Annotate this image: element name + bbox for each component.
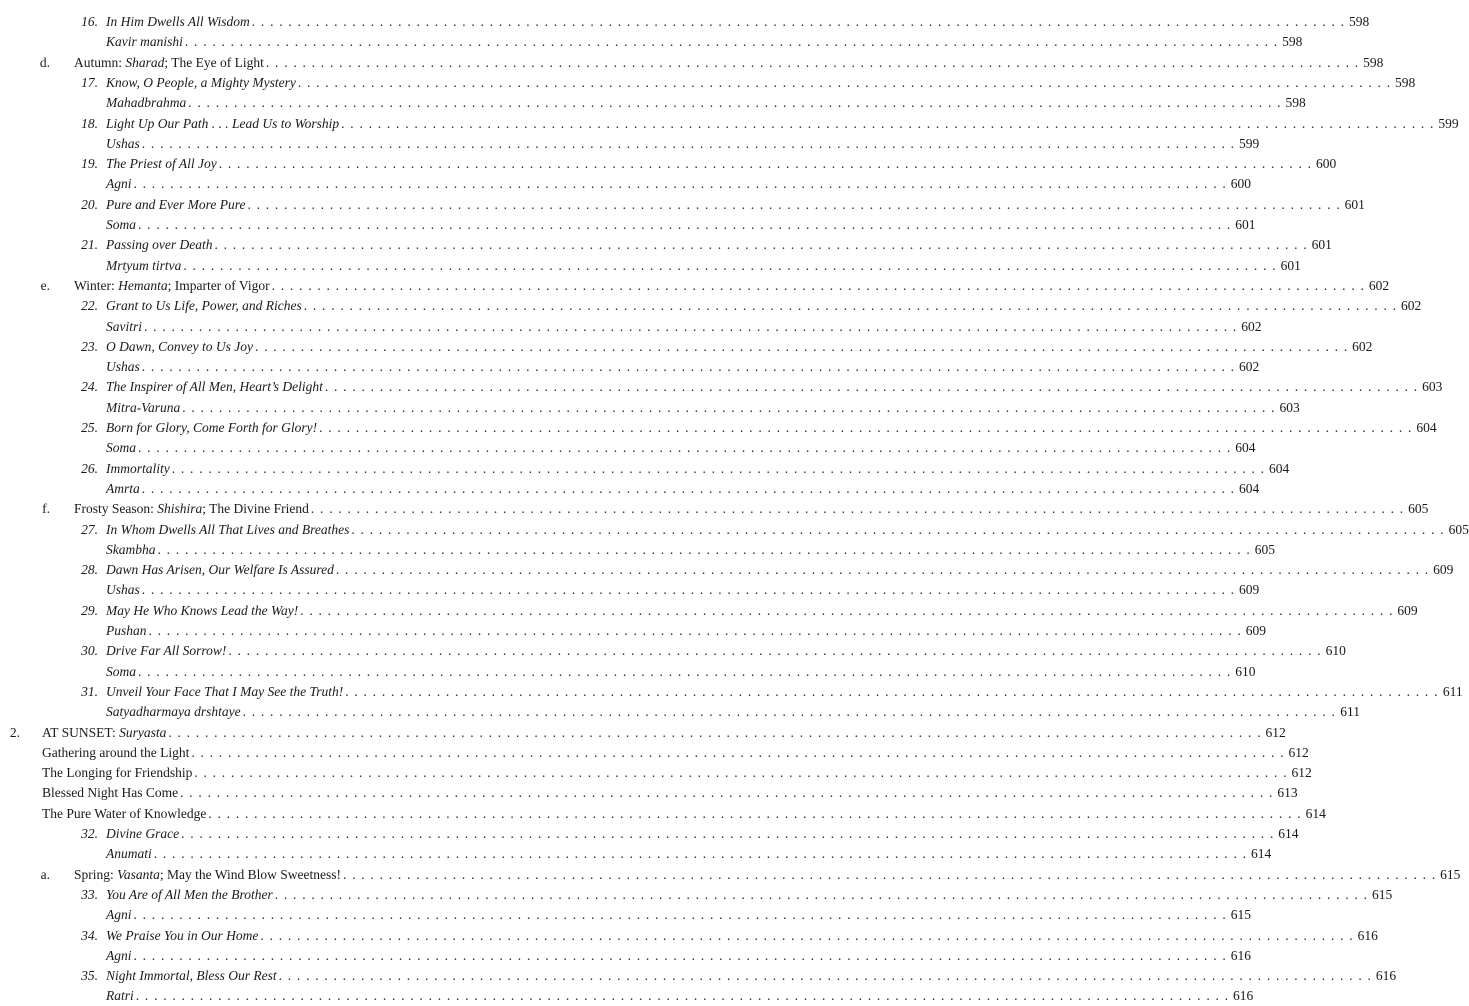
entry-number: 28. <box>81 562 98 578</box>
toc-entry <box>0 235 1332 255</box>
page-number: 610 <box>1325 643 1346 659</box>
entry-number: 34. <box>81 927 98 943</box>
dot-leader: . . . . . . . . . . . . . . . . . . . . . . . . . . . . . . . . . . . . . . . . . . . . . . . . . . . . . . . . . . . . . . . . . . . . . . . . . . . . . . . . . . . . . . . . . . . . . . . . . . . . . . . . . . . . . . . . . . . . . . . . <box>218 156 1313 172</box>
entry-number: 35. <box>81 968 98 984</box>
dot-leader: . . . . . . . . . . . . . . . . . . . . . . . . . . . . . . . . . . . . . . . . . . . . . . . . . . . . . . . . . . . . . . . . . . . . . . . . . . . . . . . . . . . . . . . . . . . . . . . . . . . . . . . . . . . . . . . . . . . . . . . . <box>133 907 1227 923</box>
page-number: 616 <box>1232 988 1254 1004</box>
dot-leader: . . . . . . . . . . . . . . . . . . . . . . . . . . . . . . . . . . . . . . . . . . . . . . . . . . . . . . . . . . . . . . . . . . . . . . . . . . . . . . . . . . . . . . . . . . . . . . . . . . . . . . . . . . . . . . . . . . . . . . . . <box>335 562 1430 578</box>
dot-leader: . . . . . . . . . . . . . . . . . . . . . . . . . . . . . . . . . . . . . . . . . . . . . . . . . . . . . . . . . . . . . . . . . . . . . . . . . . . . . . . . . . . . . . . . . . . . . . . . . . . . . . . . . . . . . . . . . . . . . . . . <box>180 785 1274 801</box>
entry-number: 23. <box>81 338 98 354</box>
heading-sanskrit: Vasanta <box>117 866 160 882</box>
dot-leader: . . . . . . . . . . . . . . . . . . . . . . . . . . . . . . . . . . . . . . . . . . . . . . . . . . . . . . . . . . . . . . . . . . . . . . . . . . . . . . . . . . . . . . . . . . . . . . . . . . . . . . . . . . . . . . . . . . . . . . . . <box>157 541 1251 557</box>
dot-leader: . . . . . . . . . . . . . . . . . . . . . . . . . . . . . . . . . . . . . . . . . . . . . . . . . . . . . . . . . . . . . . . . . . . . . . . . . . . . . . . . . . . . . . . . . . . . . . . . . . . . . . . . . . . . . . . . . . . . . . . . <box>310 501 1405 517</box>
deity-name: Mitra-Varuna <box>106 399 181 415</box>
toc-entry <box>0 154 1337 174</box>
page-number: 612 <box>1265 724 1286 740</box>
deity-name: Soma <box>106 217 136 232</box>
toc-entry <box>0 804 1326 824</box>
toc-entry <box>0 276 1390 296</box>
hymn-title: O Dawn, Convey to Us Joy <box>106 338 253 354</box>
dot-leader: . . . . . . . . . . . . . . . . . . . . . . . . . . . . . . . . . . . . . . . . . . . . . . . . . . . . . . . . . . . . . . . . . . . . . . . . . . . . . . . . . . . . . . . . . . . . . . . . . . . . . . . . . . . . . . . . . . . . . . . . <box>191 744 1285 760</box>
dot-leader: . . . . . . . . . . . . . . . . . . . . . . . . . . . . . . . . . . . . . . . . . . . . . . . . . . . . . . . . . . . . . . . . . . . . . . . . . . . . . . . . . . . . . . . . . . . . . . . . . . . . . . . . . . . . . . . . . . . . . . . . <box>278 968 1373 984</box>
page-number: 612 <box>1288 744 1309 760</box>
deity-name: Skambha <box>106 541 156 557</box>
hymn-title: We Praise You in Our Home <box>106 927 259 943</box>
season-heading <box>74 499 309 519</box>
dot-leader: . . . . . . . . . . . . . . . . . . . . . . . . . . . . . . . . . . . . . . . . . . . . . . . . . . . . . . . . . . . . . . . . . . . . . . . . . . . . . . . . . . . . . . . . . . . . . . . . . . . . . . . . . . . . . . . . . . . . . . . . <box>208 805 1302 821</box>
dot-leader: . . . . . . . . . . . . . . . . . . . . . . . . . . . . . . . . . . . . . . . . . . . . . . . . . . . . . . . . . . . . . . . . . . . . . . . . . . . . . . . . . . . . . . . . . . . . . . . . . . . . . . . . . . . . . . . . . . . . . . . . <box>141 135 1236 151</box>
hymn-title: Know, O People, a Mighty Mystery <box>106 74 296 90</box>
toc-entry <box>0 53 1384 73</box>
entry-number: 31. <box>81 683 98 699</box>
dot-leader: . . . . . . . . . . . . . . . . . . . . . . . . . . . . . . . . . . . . . . . . . . . . . . . . . . . . . . . . . . . . . . . . . . . . . . . . . . . . . . . . . . . . . . . . . . . . . . . . . . . . . . . . . . . . . . . . . . . . . . . . <box>251 14 1346 29</box>
page-number: 602 <box>1368 277 1390 293</box>
page-number: 598 <box>1348 14 1370 29</box>
page-number: 605 <box>1448 521 1469 537</box>
hymn-title: Immortality <box>106 460 170 476</box>
deity-name: Soma <box>106 663 136 679</box>
deity-name: Ushas <box>106 359 140 375</box>
toc-entry <box>0 601 1418 621</box>
page-number: 604 <box>1416 420 1437 435</box>
page-number: 614 <box>1305 805 1326 821</box>
hymn-title: The Inspirer of All Men, Heart’s Delight <box>106 379 323 395</box>
entry-number: 33. <box>81 886 98 902</box>
dot-leader: . . . . . . . . . . . . . . . . . . . . . . . . . . . . . . . . . . . . . . . . . . . . . . . . . . . . . . . . . . . . . . . . . . . . . . . . . . . . . . . . . . . . . . . . . . . . . . . . . . . . . . . . . . . . . . . . . . . . . . . . <box>141 582 1236 598</box>
entry-number: 19. <box>81 156 98 172</box>
dot-leader: . . . . . . . . . . . . . . . . . . . . . . . . . . . . . . . . . . . . . . . . . . . . . . . . . . . . . . . . . . . . . . . . . . . . . . . . . . . . . . . . . . . . . . . . . . . . . . . . . . . . . . . . . . . . . . . . . . . . . . . . <box>138 663 1232 679</box>
toc-entry <box>0 520 1469 540</box>
deity-name: Mahadbrahma <box>106 95 187 111</box>
dot-leader: . . . . . . . . . . . . . . . . . . . . . . . . . . . . . . . . . . . . . . . . . . . . . . . . . . . . . . . . . . . . . . . . . . . . . . . . . . . . . . . . . . . . . . . . . . . . . . . . . . . . . . . . . . . . . . . . . . . . . . . . <box>303 298 1398 314</box>
section-marker: d. <box>39 54 50 70</box>
hymn-title: In Whom Dwells All That Lives and Breathes <box>106 521 350 537</box>
deity-name: Ushas <box>106 582 140 598</box>
deity-name: Ratri <box>106 988 134 1004</box>
page-number: 616 <box>1357 927 1378 943</box>
heading-tail: ; The Eye of Light <box>164 54 264 70</box>
toc-entry <box>0 398 1300 418</box>
toc-entry <box>0 662 1256 682</box>
section-marker: 2. <box>9 724 20 740</box>
page-number: 605 <box>1254 541 1275 557</box>
dot-leader: . . . . . . . . . . . . . . . . . . . . . . . . . . . . . . . . . . . . . . . . . . . . . . . . . . . . . . . . . . . . . . . . . . . . . . . . . . . . . . . . . . . . . . . . . . . . . . . . . . . . . . . . . . . . . . . . . . . . . . . . <box>194 765 1288 781</box>
dot-leader: . . . . . . . . . . . . . . . . . . . . . . . . . . . . . . . . . . . . . . . . . . . . . . . . . . . . . . . . . . . . . . . . . . . . . . . . . . . . . . . . . . . . . . . . . . . . . . . . . . . . . . . . . . . . . . . . . . . . . . . . <box>135 988 1230 1004</box>
dot-leader: . . . . . . . . . . . . . . . . . . . . . . . . . . . . . . . . . . . . . . . . . . . . . . . . . . . . . . . . . . . . . . . . . . . . . . . . . . . . . . . . . . . . . . . . . . . . . . . . . . . . . . . . . . . . . . . . . . . . . . . . <box>271 277 1366 293</box>
page-number: 611 <box>1340 704 1361 720</box>
season-heading <box>74 276 270 296</box>
toc-entry <box>0 438 1256 458</box>
toc-entry <box>0 783 1298 803</box>
deity-name: Amrta <box>106 480 140 496</box>
toc-entry <box>0 215 1256 235</box>
entry-number: 32. <box>81 826 98 841</box>
section-title: The Pure Water of Knowledge <box>42 805 207 821</box>
toc-entry <box>0 986 1254 1006</box>
page-number: 599 <box>1238 135 1260 151</box>
dot-leader: . . . . . . . . . . . . . . . . . . . . . . . . . . . . . . . . . . . . . . . . . . . . . . . . . . . . . . . . . . . . . . . . . . . . . . . . . . . . . . . . . . . . . . . . . . . . . . . . . . . . . . . . . . . . . . . . . . . . . . . . <box>228 643 1322 659</box>
toc-entry <box>0 12 1370 32</box>
dot-leader: . . . . . . . . . . . . . . . . . . . . . . . . . . . . . . . . . . . . . . . . . . . . . . . . . . . . . . . . . . . . . . . . . . . . . . . . . . . . . . . . . . . . . . . . . . . . . . . . . . . . . . . . . . . . . . . . . . . . . . . . <box>171 460 1266 476</box>
page-number: 601 <box>1344 196 1365 212</box>
dot-leader: . . . . . . . . . . . . . . . . . . . . . . . . . . . . . . . . . . . . . . . . . . . . . . . . . . . . . . . . . . . . . . . . . . . . . . . . . . . . . . . . . . . . . . . . . . . . . . . . . . . . . . . . . . . . . . . . . . . . . . . . <box>260 927 1354 943</box>
deity-name: Mrtyum tirtva <box>106 257 182 273</box>
dot-leader: . . . . . . . . . . . . . . . . . . . . . . . . . . . . . . . . . . . . . . . . . . . . . . . . . . . . . . . . . . . . . . . . . . . . . . . . . . . . . . . . . . . . . . . . . . . . . . . . . . . . . . . . . . . . . . . . . . . . . . . . <box>341 115 1435 131</box>
toc-entry <box>0 905 1251 925</box>
toc-entry <box>0 946 1251 966</box>
page-number: 612 <box>1291 765 1312 781</box>
deity-name: Satyadharmaya drshtaye <box>106 704 241 720</box>
hymn-title: Drive Far All Sorrow! <box>106 643 227 659</box>
entry-number: 26. <box>81 460 98 476</box>
dot-leader: . . . . . . . . . . . . . . . . . . . . . . . . . . . . . . . . . . . . . . . . . . . . . . . . . . . . . . . . . . . . . . . . . . . . . . . . . . . . . . . . . . . . . . . . . . . . . . . . . . . . . . . . . . . . . . . . . . . . . . . . <box>133 947 1227 963</box>
page-number: 601 <box>1235 217 1256 232</box>
deity-name: Soma <box>106 440 136 456</box>
hymn-title: Grant to Us Life, Power, and Riches <box>106 298 302 314</box>
dot-leader: . . . . . . . . . . . . . . . . . . . . . . . . . . . . . . . . . . . . . . . . . . . . . . . . . . . . . . . . . . . . . . . . . . . . . . . . . . . . . . . . . . . . . . . . . . . . . . . . . . . . . . . . . . . . . . . . . . . . . . . . <box>153 846 1248 862</box>
hymn-title: Unveil Your Face That I May See the Truth! <box>106 683 344 699</box>
toc-entry <box>0 418 1437 438</box>
dot-leader: . . . . . . . . . . . . . . . . . . . . . . . . . . . . . . . . . . . . . . . . . . . . . . . . . . . . . . . . . . . . . . . . . . . . . . . . . . . . . . . . . . . . . . . . . . . . . . . . . . . . . . . . . . . . . . . . . . . . . . . . <box>242 704 1337 720</box>
page-number: 602 <box>1241 318 1262 334</box>
dot-leader: . . . . . . . . . . . . . . . . . . . . . . . . . . . . . . . . . . . . . . . . . . . . . . . . . . . . . . . . . . . . . . . . . . . . . . . . . . . . . . . . . . . . . . . . . . . . . . . . . . . . . . . . . . . . . . . . . . . . . . . . <box>168 724 1262 740</box>
toc-entry <box>0 337 1373 357</box>
heading-lead: AT SUNSET: <box>42 724 120 740</box>
dot-leader: . . . . . . . . . . . . . . . . . . . . . . . . . . . . . . . . . . . . . . . . . . . . . . . . . . . . . . . . . . . . . . . . . . . . . . . . . . . . . . . . . . . . . . . . . . . . . . . . . . . . . . . . . . . . . . . . . . . . . . . . <box>184 34 1279 50</box>
heading-sanskrit: Shishira <box>157 501 203 517</box>
page-number: 602 <box>1352 338 1373 354</box>
toc-entry <box>0 560 1454 580</box>
heading-lead: Winter: <box>74 277 119 293</box>
entry-number: 25. <box>81 420 98 435</box>
section-marker: e. <box>40 277 50 293</box>
page-number: 614 <box>1250 846 1272 862</box>
dot-leader: . . . . . . . . . . . . . . . . . . . . . . . . . . . . . . . . . . . . . . . . . . . . . . . . . . . . . . . . . . . . . . . . . . . . . . . . . . . . . . . . . . . . . . . . . . . . . . . . . . . . . . . . . . . . . . . . . . . . . . . . <box>138 440 1232 456</box>
entry-number: 30. <box>81 643 98 659</box>
deity-name: Anumati <box>106 846 152 862</box>
hymn-title: In Him Dwells All Wisdom <box>106 14 250 29</box>
toc-entry <box>0 743 1309 763</box>
heading-lead: Autumn: <box>74 54 126 70</box>
entry-number: 27. <box>81 521 98 537</box>
toc-entry <box>0 540 1275 560</box>
toc-entry <box>0 824 1299 844</box>
entry-number: 29. <box>81 602 98 618</box>
hymn-title: Night Immortal, Bless Our Rest <box>106 968 277 984</box>
deity-name: Agni <box>106 176 132 192</box>
hymn-title: Born for Glory, Come Forth for Glory! <box>106 420 318 435</box>
section-title: Gathering around the Light <box>42 744 190 760</box>
page-number: 604 <box>1235 440 1256 456</box>
toc-entry <box>0 134 1260 154</box>
dot-leader: . . . . . . . . . . . . . . . . . . . . . . . . . . . . . . . . . . . . . . . . . . . . . . . . . . . . . . . . . . . . . . . . . . . . . . . . . . . . . . . . . . . . . . . . . . . . . . . . . . . . . . . . . . . . . . . . . . . . . . . . <box>182 399 1276 415</box>
section-marker: f. <box>42 501 50 517</box>
heading-sanskrit: Sharad <box>125 54 165 70</box>
page-number: 610 <box>1235 663 1256 679</box>
hymn-title: Light Up Our Path . . . Lead Us to Worship <box>106 115 340 131</box>
toc-entry <box>0 296 1422 316</box>
page-number: 598 <box>1395 74 1416 90</box>
hymn-title: Dawn Has Arisen, Our Welfare Is Assured <box>106 562 334 578</box>
toc-entry <box>0 641 1346 661</box>
deity-name: Kavir manishi <box>106 34 183 50</box>
page-number: 602 <box>1238 359 1260 375</box>
toc-entry <box>0 702 1361 722</box>
page-number: 611 <box>1442 683 1463 699</box>
page-number: 609 <box>1433 562 1454 578</box>
page-number: 601 <box>1311 237 1332 253</box>
page-number: 609 <box>1238 582 1260 598</box>
page-number: 614 <box>1278 826 1299 841</box>
dot-leader: . . . . . . . . . . . . . . . . . . . . . . . . . . . . . . . . . . . . . . . . . . . . . . . . . . . . . . . . . . . . . . . . . . . . . . . . . . . . . . . . . . . . . . . . . . . . . . . . . . . . . . . . . . . . . . . . . . . . . . . . <box>300 602 1394 618</box>
heading-tail: ; May the Wind Blow Sweetness! <box>159 866 341 882</box>
page-number: 601 <box>1280 257 1301 273</box>
page-number: 604 <box>1268 460 1290 476</box>
hymn-title: Pure and Ever More Pure <box>106 196 246 212</box>
toc-entry <box>0 926 1378 946</box>
dot-leader: . . . . . . . . . . . . . . . . . . . . . . . . . . . . . . . . . . . . . . . . . . . . . . . . . . . . . . . . . . . . . . . . . . . . . . . . . . . . . . . . . . . . . . . . . . . . . . . . . . . . . . . . . . . . . . . . . . . . . . . . <box>265 54 1360 70</box>
deity-name: Savitri <box>106 318 142 334</box>
dot-leader: . . . . . . . . . . . . . . . . . . . . . . . . . . . . . . . . . . . . . . . . . . . . . . . . . . . . . . . . . . . . . . . . . . . . . . . . . . . . . . . . . . . . . . . . . . . . . . . . . . . . . . . . . . . . . . . . . . . . . . . . <box>141 480 1236 496</box>
deity-name: Pushan <box>106 623 147 638</box>
dot-leader: . . . . . . . . . . . . . . . . . . . . . . . . . . . . . . . . . . . . . . . . . . . . . . . . . . . . . . . . . . . . . . . . . . . . . . . . . . . . . . . . . . . . . . . . . . . . . . . . . . . . . . . . . . . . . . . . . . . . . . . . <box>183 257 1277 273</box>
toc-entry <box>0 723 1286 743</box>
page-number: 616 <box>1375 968 1397 984</box>
page-number: 598 <box>1285 95 1306 111</box>
page-number: 605 <box>1408 501 1429 517</box>
dot-leader: . . . . . . . . . . . . . . . . . . . . . . . . . . . . . . . . . . . . . . . . . . . . . . . . . . . . . . . . . . . . . . . . . . . . . . . . . . . . . . . . . . . . . . . . . . . . . . . . . . . . . . . . . . . . . . . . . . . . . . . . <box>324 379 1419 395</box>
dot-leader: . . . . . . . . . . . . . . . . . . . . . . . . . . . . . . . . . . . . . . . . . . . . . . . . . . . . . . . . . . . . . . . . . . . . . . . . . . . . . . . . . . . . . . . . . . . . . . . . . . . . . . . . . . . . . . . . . . . . . . . . <box>138 217 1232 232</box>
dot-leader: . . . . . . . . . . . . . . . . . . . . . . . . . . . . . . . . . . . . . . . . . . . . . . . . . . . . . . . . . . . . . . . . . . . . . . . . . . . . . . . . . . . . . . . . . . . . . . . . . . . . . . . . . . . . . . . . . . . . . . . . <box>345 683 1439 699</box>
deity-name: Agni <box>106 947 132 963</box>
heading-sanskrit: Hemanta <box>118 277 168 293</box>
page-number: 599 <box>1438 115 1459 131</box>
toc-entry <box>0 865 1461 885</box>
toc-entry <box>0 844 1272 864</box>
entry-number: 18. <box>81 115 98 131</box>
page-number: 604 <box>1238 480 1260 496</box>
dot-leader: . . . . . . . . . . . . . . . . . . . . . . . . . . . . . . . . . . . . . . . . . . . . . . . . . . . . . . . . . . . . . . . . . . . . . . . . . . . . . . . . . . . . . . . . . . . . . . . . . . . . . . . . . . . . . . . . . . . . . . . . <box>181 826 1275 841</box>
section-title: The Longing for Friendship <box>42 765 193 781</box>
toc-entry <box>0 93 1306 113</box>
page-number: 600 <box>1230 176 1251 192</box>
heading-tail: ; Imparter of Vigor <box>167 277 270 293</box>
season-heading <box>74 53 264 73</box>
page-number: 615 <box>1371 886 1393 902</box>
dot-leader: . . . . . . . . . . . . . . . . . . . . . . . . . . . . . . . . . . . . . . . . . . . . . . . . . . . . . . . . . . . . . . . . . . . . . . . . . . . . . . . . . . . . . . . . . . . . . . . . . . . . . . . . . . . . . . . . . . . . . . . . <box>342 866 1437 882</box>
page-number: 609 <box>1397 602 1418 618</box>
heading-tail: ; The Divine Friend <box>202 501 309 517</box>
dot-leader: . . . . . . . . . . . . . . . . . . . . . . . . . . . . . . . . . . . . . . . . . . . . . . . . . . . . . . . . . . . . . . . . . . . . . . . . . . . . . . . . . . . . . . . . . . . . . . . . . . . . . . . . . . . . . . . . . . . . . . . . <box>141 359 1236 375</box>
toc-entry <box>0 580 1260 600</box>
hymn-title: May He Who Knows Lead the Way! <box>106 602 299 618</box>
page-number: 615 <box>1230 907 1251 923</box>
page-number: 602 <box>1400 298 1422 314</box>
dot-leader: . . . . . . . . . . . . . . . . . . . . . . . . . . . . . . . . . . . . . . . . . . . . . . . . . . . . . . . . . . . . . . . . . . . . . . . . . . . . . . . . . . . . . . . . . . . . . . . . . . . . . . . . . . . . . . . . . . . . . . . . <box>214 237 1308 253</box>
toc-entry <box>0 317 1262 337</box>
page-number: 603 <box>1279 399 1300 415</box>
toc-entry <box>0 114 1459 134</box>
dot-leader: . . . . . . . . . . . . . . . . . . . . . . . . . . . . . . . . . . . . . . . . . . . . . . . . . . . . . . . . . . . . . . . . . . . . . . . . . . . . . . . . . . . . . . . . . . . . . . . . . . . . . . . . . . . . . . . . . . . . . . . . <box>319 420 1413 435</box>
heading-sanskrit: Suryasta <box>119 724 167 740</box>
toc-entry <box>0 256 1301 276</box>
toc-entry <box>0 621 1266 641</box>
section-title: Blessed Night Has Come <box>42 785 179 801</box>
dot-leader: . . . . . . . . . . . . . . . . . . . . . . . . . . . . . . . . . . . . . . . . . . . . . . . . . . . . . . . . . . . . . . . . . . . . . . . . . . . . . . . . . . . . . . . . . . . . . . . . . . . . . . . . . . . . . . . . . . . . . . . . <box>254 338 1349 354</box>
toc-entry <box>0 73 1416 93</box>
entry-number: 20. <box>81 196 98 212</box>
hymn-title: The Priest of All Joy <box>106 156 217 172</box>
hymn-title: Passing over Death <box>106 237 213 253</box>
entry-number: 16. <box>81 14 98 29</box>
entry-number: 21. <box>81 237 98 253</box>
page-number: 598 <box>1282 34 1303 50</box>
page-number: 613 <box>1277 785 1298 801</box>
toc-entry <box>0 966 1397 986</box>
dot-leader: . . . . . . . . . . . . . . . . . . . . . . . . . . . . . . . . . . . . . . . . . . . . . . . . . . . . . . . . . . . . . . . . . . . . . . . . . . . . . . . . . . . . . . . . . . . . . . . . . . . . . . . . . . . . . . . . . . . . . . . . <box>144 318 1238 334</box>
page-number: 600 <box>1315 156 1337 172</box>
toc-entry <box>0 885 1393 905</box>
dot-leader: . . . . . . . . . . . . . . . . . . . . . . . . . . . . . . . . . . . . . . . . . . . . . . . . . . . . . . . . . . . . . . . . . . . . . . . . . . . . . . . . . . . . . . . . . . . . . . . . . . . . . . . . . . . . . . . . . . . . . . . . <box>133 176 1227 192</box>
section-marker: a. <box>40 866 50 882</box>
dot-leader: . . . . . . . . . . . . . . . . . . . . . . . . . . . . . . . . . . . . . . . . . . . . . . . . . . . . . . . . . . . . . . . . . . . . . . . . . . . . . . . . . . . . . . . . . . . . . . . . . . . . . . . . . . . . . . . . . . . . . . . . <box>297 74 1392 90</box>
heading-lead: Spring: <box>74 866 118 882</box>
page-number: 615 <box>1440 866 1461 882</box>
toc-entry <box>0 479 1260 499</box>
toc-entry <box>0 32 1303 52</box>
page-number: 603 <box>1422 379 1443 395</box>
toc-entry <box>0 682 1463 702</box>
dot-leader: . . . . . . . . . . . . . . . . . . . . . . . . . . . . . . . . . . . . . . . . . . . . . . . . . . . . . . . . . . . . . . . . . . . . . . . . . . . . . . . . . . . . . . . . . . . . . . . . . . . . . . . . . . . . . . . . . . . . . . . . <box>247 196 1341 212</box>
toc-entry <box>0 763 1312 783</box>
entry-number: 22. <box>81 298 98 314</box>
part-heading <box>42 723 166 743</box>
dot-leader: . . . . . . . . . . . . . . . . . . . . . . . . . . . . . . . . . . . . . . . . . . . . . . . . . . . . . . . . . . . . . . . . . . . . . . . . . . . . . . . . . . . . . . . . . . . . . . . . . . . . . . . . . . . . . . . . . . . . . . . . <box>188 95 1282 111</box>
toc-entry <box>0 357 1260 377</box>
dot-leader: . . . . . . . . . . . . . . . . . . . . . . . . . . . . . . . . . . . . . . . . . . . . . . . . . . . . . . . . . . . . . . . . . . . . . . . . . . . . . . . . . . . . . . . . . . . . . . . . . . . . . . . . . . . . . . . . . . . . . . . . <box>148 623 1242 638</box>
page-number: 609 <box>1245 623 1266 638</box>
season-heading <box>74 865 341 885</box>
hymn-title: Divine Grace <box>106 826 180 841</box>
deity-name: Agni <box>106 907 132 923</box>
dot-leader: . . . . . . . . . . . . . . . . . . . . . . . . . . . . . . . . . . . . . . . . . . . . . . . . . . . . . . . . . . . . . . . . . . . . . . . . . . . . . . . . . . . . . . . . . . . . . . . . . . . . . . . . . . . . . . . . . . . . . . . . <box>274 886 1369 902</box>
heading-lead: Frosty Season: <box>74 501 158 517</box>
hymn-title: You Are of All Men the Brother <box>106 886 273 902</box>
toc-entry <box>0 499 1429 519</box>
entry-number: 24. <box>81 379 98 395</box>
toc-entry <box>0 377 1443 397</box>
toc-entry <box>0 459 1290 479</box>
page-number: 616 <box>1230 947 1251 963</box>
entry-number: 17. <box>81 74 98 90</box>
deity-name: Ushas <box>106 135 140 151</box>
dot-leader: . . . . . . . . . . . . . . . . . . . . . . . . . . . . . . . . . . . . . . . . . . . . . . . . . . . . . . . . . . . . . . . . . . . . . . . . . . . . . . . . . . . . . . . . . . . . . . . . . . . . . . . . . . . . . . . . . . . . . . . . <box>351 521 1445 537</box>
toc-entry <box>0 195 1365 215</box>
toc-entry <box>0 174 1251 194</box>
page-number: 598 <box>1363 54 1384 70</box>
